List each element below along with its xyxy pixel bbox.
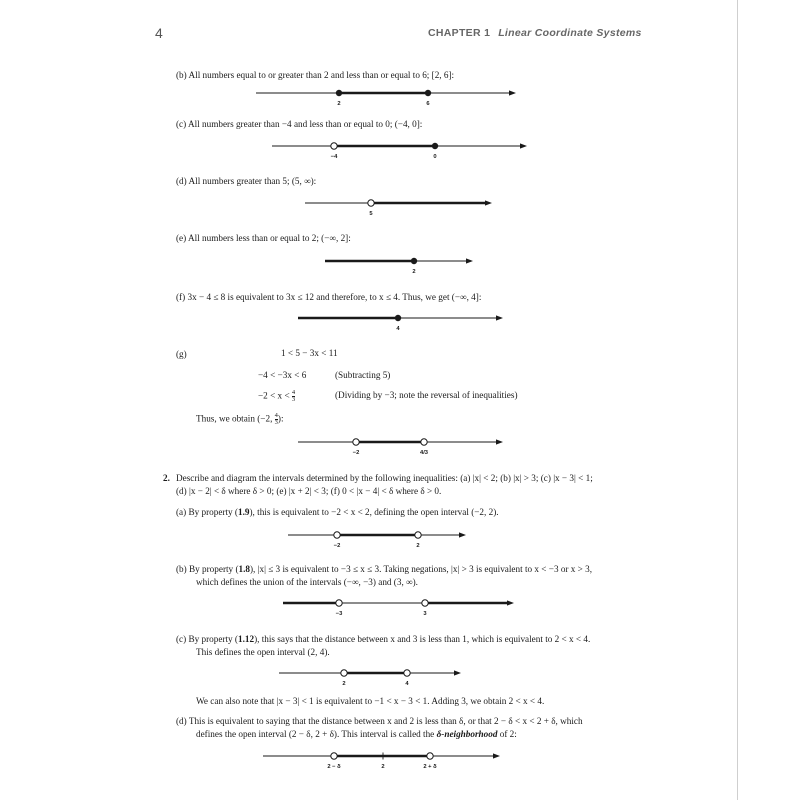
nl-c2-arrow [454,670,461,675]
item-b1-text: (b) All numbers equal to or greater than 2 and less than or equal to 6; [2, 6]: [176,70,455,80]
a2-property-ref: 1.9 [238,507,250,517]
nl-c1-arrow [520,143,527,148]
item-f1-text: (f) 3x − 4 ≤ 8 is equivalent to 3x ≤ 12 and therefore, to x ≤ 4. Thus, we get (−∞, 4]: [176,292,482,302]
fraction-denominator: 3 [274,419,278,426]
nl-e1-label-0: 2 [412,269,416,275]
nl-f1-label-0: 4 [396,326,400,332]
chapter-title: Linear Coordinate Systems [498,27,642,39]
nl-b1-arrow [509,90,516,95]
nl-e1-point-closed-0 [411,258,417,264]
nl-d2-point-open-0 [331,753,337,759]
b2-post: ), |x| ≤ 3 is equivalent to −3 ≤ x ≤ 3. Taking negations, |x| > 3 is equivalent to x < −3 or x > 3, [250,564,593,574]
problem-2-statement-2: (d) |x − 2| < δ where δ > 0; (e) |x + 2| < 3; (f) 0 < |x − 4| < δ where δ > 0. [176,486,442,496]
nl-a2-label-0: −2 [333,543,341,549]
item-c1-text: (c) All numbers greater than −4 and less than or equal to 0; (−4, 0]: [176,119,423,129]
nl-d2-point-open-2 [427,753,433,759]
g-inequality-3-note: (Dividing by −3; note the reversal of inequalities) [335,390,518,400]
b2-property-ref: 1.8 [238,564,250,574]
nl-b1-point-closed-0 [336,90,342,96]
nl-b2-point-open-1 [422,600,428,606]
g-inequality-2-note: (Subtracting 5) [335,370,391,380]
nl-g1-arrow [496,439,503,444]
problem-2-statement-1: Describe and diagram the intervals determined by the following inequalities: (a) |x| < 2; (b) |x| > 3; (c) |x − 3| < 1; [176,473,593,483]
chapter-label: CHAPTER 1 [428,27,491,39]
g-inequality-3-expr: −2 < x < [258,390,290,401]
nl-d1-label-0: 5 [369,211,373,217]
c2-pre: (c) By property ( [176,634,238,644]
nl-b2-label-0: −3 [335,611,343,617]
nl-g1-point-open-0 [353,439,359,445]
nl-b2-point-open-0 [336,600,342,606]
d2-term: δ-neighborhood [436,729,498,739]
g-result-pre: Thus, we obtain (−2, [196,413,273,424]
nl-c2-point-open-1 [404,670,410,676]
d2-post: of 2: [497,729,517,739]
nl-b2-arrow [507,600,514,605]
nl-d2-label-2: 2 + δ [423,764,437,770]
nl-f1-point-closed-0 [395,315,401,321]
nl-b1-point-closed-1 [425,90,431,96]
nl-d2-label-1: 2 [381,764,385,770]
nl-c2-label-1: 4 [405,681,409,687]
item-e1-text: (e) All numbers less than or equal to 2; (−∞, 2]: [176,233,351,243]
a2-pre: (a) By property ( [176,507,238,517]
nl-c2-point-open-0 [341,670,347,676]
nl-g1-label-0: −2 [352,450,360,456]
page-number: 4 [155,25,163,41]
d2-pre: defines the open interval (2 − δ, 2 + δ). This interval is called the [196,729,437,739]
c2-property-ref: 1.12 [238,634,255,644]
nl-a2-point-open-1 [415,532,421,538]
nl-c1-label-0: −4 [330,154,338,160]
a2-post: ), this is equivalent to −2 < x < 2, defining the open interval (−2, 2). [249,507,499,517]
nl-c2-label-0: 2 [342,681,346,687]
nl-b1-label-0: 2 [337,101,341,107]
g-result-post: ): [277,413,284,424]
nl-c1-label-1: 0 [433,154,437,160]
item-c2-text-2: This defines the open interval (2, 4). [196,647,330,657]
nl-a2-label-1: 2 [416,543,420,549]
nl-a2-point-open-0 [334,532,340,538]
item-d2-text: (d) This is equivalent to saying that the distance between x and 2 is less than δ, or that 2 − δ < x < 2 + δ, which [176,716,583,726]
nl-c1-point-open-0 [331,143,337,149]
c2-post: ), this says that the distance between x and 3 is less than 1, which is equivalent to 2 < x < 4. [254,634,591,644]
fraction-denominator: 3 [291,396,296,403]
g-inequality-2: −4 < −3x < 6 [258,370,307,380]
fraction-numerator: 4 [291,389,296,396]
nl-g1-point-open-1 [421,439,427,445]
nl-c1-point-closed-1 [432,143,438,149]
nl-e1-arrow [466,258,473,263]
nl-b1-label-1: 6 [426,101,430,107]
item-g-label: (g) [176,349,187,359]
nl-d2-arrow [493,753,500,758]
item-d1-text: (d) All numbers greater than 5; (5, ∞): [176,176,317,186]
problem-number: 2. [163,473,170,483]
nl-a2-arrow [459,532,466,537]
nl-d1-arrow [485,200,492,205]
nl-d2-label-0: 2 − δ [327,764,341,770]
nl-g1-label-1: 4/3 [419,450,429,456]
g-inequality-1: 1 < 5 − 3x < 11 [281,348,338,358]
item-b2-text-2: which defines the union of the intervals (−∞, −3) and (3, ∞). [196,577,418,587]
nl-f1-arrow [496,315,503,320]
nl-b2-label-1: 3 [423,611,427,617]
item-c2-text-3: We can also note that |x − 3| < 1 is equivalent to −1 < x − 3 < 1. Adding 3, we obtain 2 < x < 4. [196,696,545,706]
b2-pre: (b) By property ( [176,564,239,574]
nl-d1-point-open-0 [368,200,374,206]
fraction-numerator: 4 [274,412,278,419]
